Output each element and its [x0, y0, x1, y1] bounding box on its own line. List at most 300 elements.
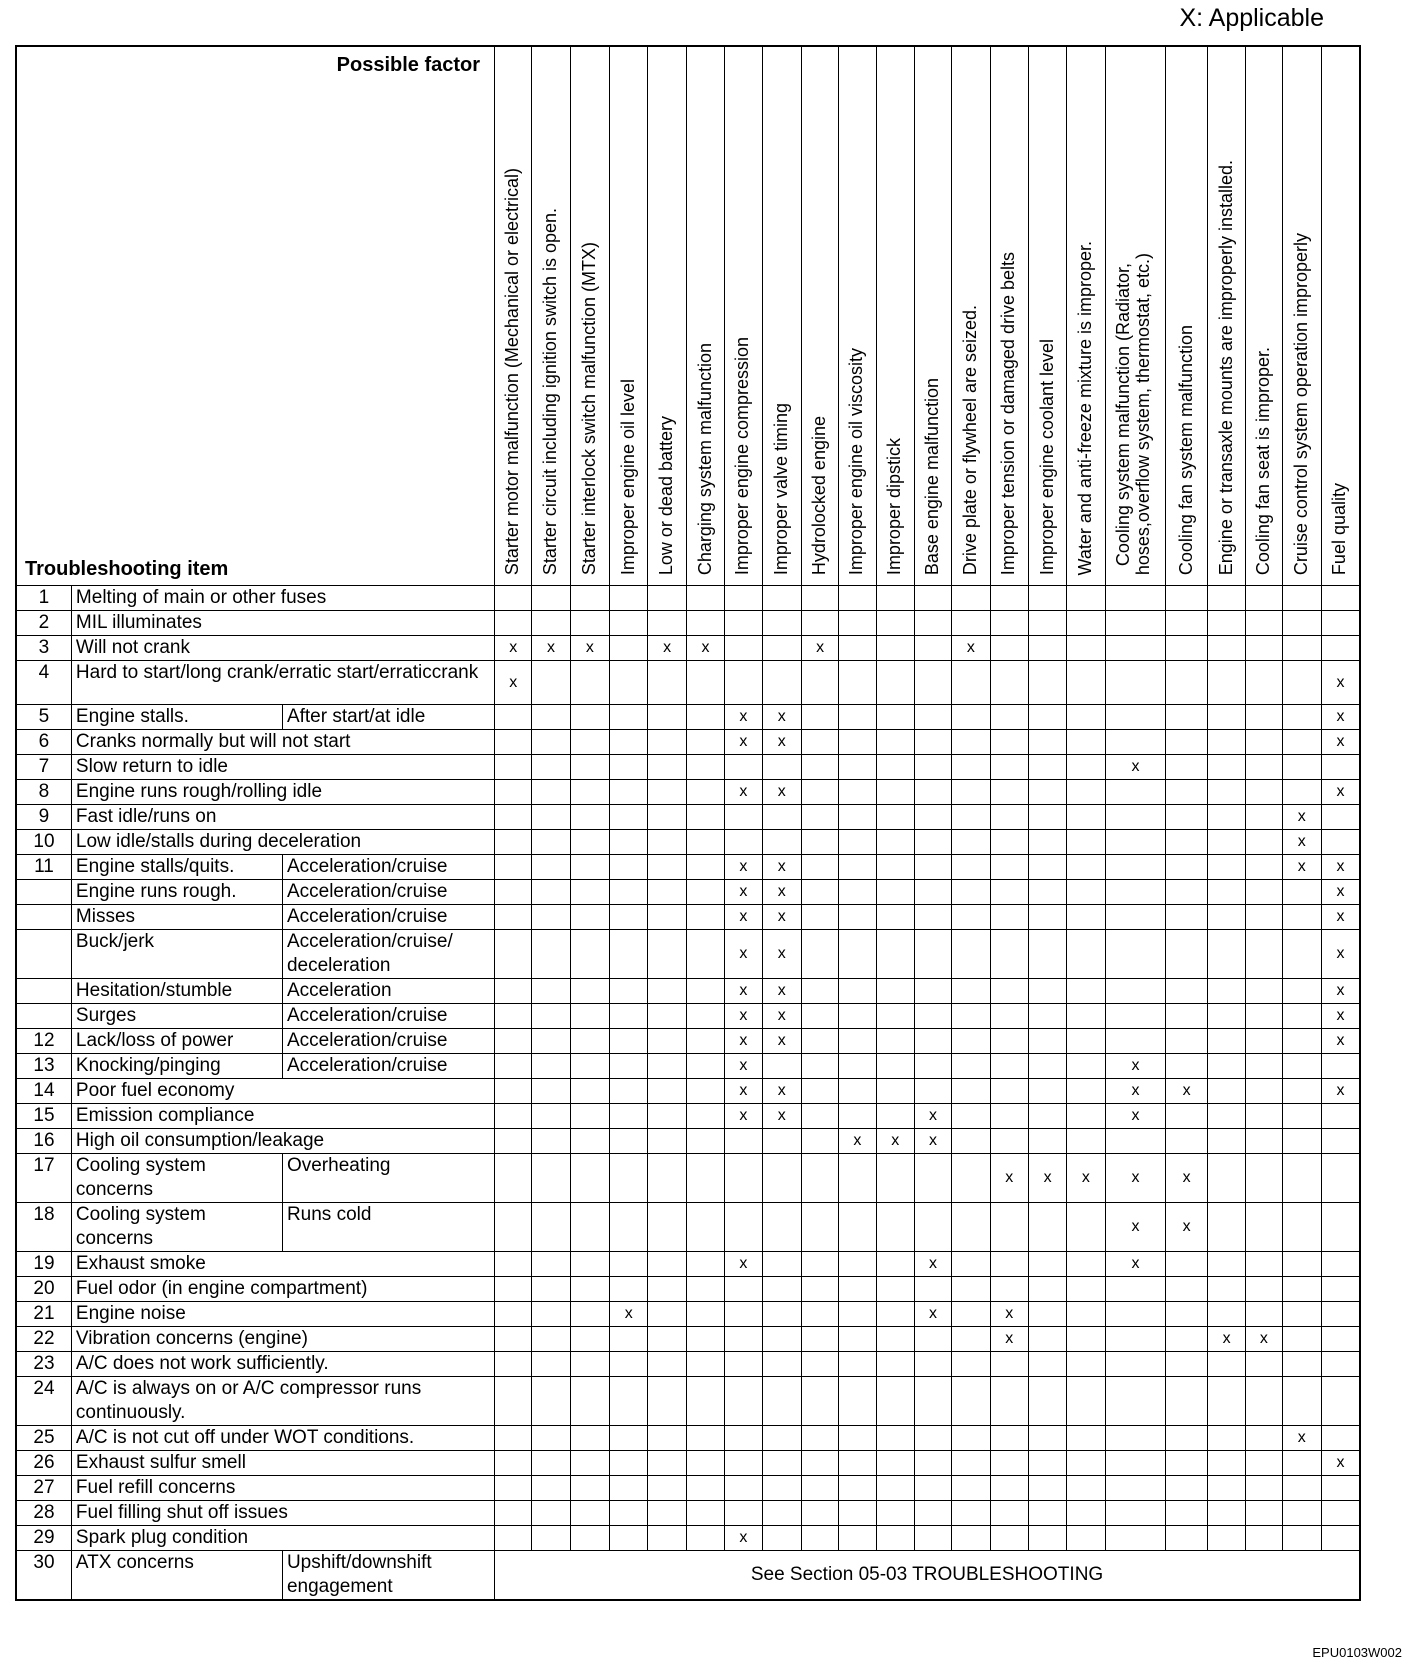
- matrix-cell: [952, 930, 990, 979]
- applicable-mark: x: [1166, 1079, 1208, 1104]
- factor-label: Starter motor malfunction (Mechanical or electrical): [502, 167, 523, 575]
- troubleshooting-item: Low idle/stalls during deceleration: [71, 830, 494, 855]
- matrix-cell: [801, 1451, 838, 1476]
- applicable-mark: x: [762, 730, 801, 755]
- matrix-cell: [1067, 1426, 1105, 1451]
- applicable-mark: x: [762, 979, 801, 1004]
- row-number: [16, 880, 71, 905]
- troubleshooting-item: Fuel odor (in engine compartment): [71, 1277, 494, 1302]
- matrix-cell: [495, 1129, 532, 1154]
- factor-header-10: [839, 46, 876, 586]
- row-number: 23: [16, 1352, 71, 1377]
- matrix-cell: [1028, 805, 1066, 830]
- matrix-cell: [648, 780, 686, 805]
- matrix-cell: [952, 705, 990, 730]
- matrix-cell: [495, 1029, 532, 1054]
- applicable-mark: x: [1105, 1104, 1166, 1129]
- condition: After start/at idle: [282, 705, 494, 730]
- matrix-cell: [686, 1104, 724, 1129]
- matrix-cell: [990, 780, 1028, 805]
- matrix-cell: [839, 805, 876, 830]
- matrix-cell: [839, 1029, 876, 1054]
- table-row: [16, 1203, 1360, 1252]
- applicable-mark: x: [762, 855, 801, 880]
- applicable-mark: x: [725, 979, 762, 1004]
- troubleshooting-item: ATX concerns: [71, 1551, 282, 1601]
- troubleshooting-item: A/C does not work sufficiently.: [71, 1352, 494, 1377]
- row-number: 11: [16, 855, 71, 880]
- matrix-cell: [1067, 905, 1105, 930]
- matrix-cell: [1246, 1004, 1282, 1029]
- matrix-cell: [914, 1154, 951, 1203]
- row-number: 20: [16, 1277, 71, 1302]
- matrix-cell: [876, 1526, 914, 1551]
- factor-header-13: [952, 46, 990, 586]
- factor-label: Water and anti-freeze mixture is improper.: [1074, 240, 1095, 575]
- matrix-cell: [570, 1029, 609, 1054]
- table-row: [16, 805, 1360, 830]
- matrix-cell: [1105, 1327, 1166, 1352]
- matrix-cell: [1246, 636, 1282, 661]
- matrix-cell: [952, 855, 990, 880]
- matrix-cell: [1028, 636, 1066, 661]
- matrix-cell: [532, 1451, 570, 1476]
- table-row: [16, 830, 1360, 855]
- matrix-cell: [570, 1054, 609, 1079]
- matrix-cell: [1207, 1104, 1245, 1129]
- factor-label: Starter circuit including ignition switch is open.: [540, 207, 561, 575]
- matrix-cell: [990, 636, 1028, 661]
- matrix-cell: [1105, 1501, 1166, 1526]
- matrix-cell: [1166, 880, 1208, 905]
- matrix-cell: [990, 1426, 1028, 1451]
- matrix-cell: [495, 705, 532, 730]
- row-number: 12: [16, 1029, 71, 1054]
- matrix-cell: [1321, 1302, 1360, 1327]
- matrix-cell: [532, 1501, 570, 1526]
- applicable-mark: x: [1321, 661, 1360, 705]
- matrix-cell: [801, 1203, 838, 1252]
- matrix-cell: [990, 905, 1028, 930]
- matrix-cell: [495, 1277, 532, 1302]
- matrix-cell: [876, 1277, 914, 1302]
- row-number: 16: [16, 1129, 71, 1154]
- matrix-cell: [914, 1451, 951, 1476]
- matrix-cell: [914, 1476, 951, 1501]
- matrix-cell: [532, 930, 570, 979]
- matrix-cell: [762, 1377, 801, 1426]
- table-row: [16, 1526, 1360, 1551]
- matrix-cell: [762, 1252, 801, 1277]
- factor-header-5: [648, 46, 686, 586]
- condition: Acceleration/cruise: [282, 880, 494, 905]
- matrix-cell: [1321, 1377, 1360, 1426]
- matrix-cell: [876, 1079, 914, 1104]
- matrix-cell: [532, 1203, 570, 1252]
- applicable-mark: x: [1246, 1327, 1282, 1352]
- matrix-cell: [914, 1377, 951, 1426]
- matrix-cell: [1207, 1154, 1245, 1203]
- matrix-cell: [1105, 1302, 1166, 1327]
- table-row: [16, 1079, 1360, 1104]
- matrix-cell: [1166, 1029, 1208, 1054]
- applicable-mark: x: [839, 1129, 876, 1154]
- matrix-cell: [990, 930, 1028, 979]
- troubleshooting-item: Emission compliance: [71, 1104, 494, 1129]
- matrix-cell: [952, 1426, 990, 1451]
- matrix-cell: [495, 1327, 532, 1352]
- applicable-mark: x: [990, 1327, 1028, 1352]
- troubleshooting-item: Knocking/pinging: [71, 1054, 282, 1079]
- matrix-cell: [532, 830, 570, 855]
- matrix-cell: [686, 730, 724, 755]
- matrix-cell: [610, 1154, 648, 1203]
- condition: Acceleration/cruise: [282, 1004, 494, 1029]
- matrix-cell: [532, 905, 570, 930]
- troubleshooting-item: Engine noise: [71, 1302, 494, 1327]
- row-number: 4: [16, 661, 71, 705]
- matrix-cell: [1282, 1104, 1321, 1129]
- matrix-cell: [495, 730, 532, 755]
- matrix-cell: [1321, 586, 1360, 611]
- matrix-cell: [876, 830, 914, 855]
- matrix-cell: [839, 1252, 876, 1277]
- condition: Acceleration/cruise: [282, 1029, 494, 1054]
- troubleshooting-item: Slow return to idle: [71, 755, 494, 780]
- matrix-cell: [686, 979, 724, 1004]
- matrix-cell: [610, 1426, 648, 1451]
- applicable-mark: x: [762, 1029, 801, 1054]
- matrix-cell: [1166, 1501, 1208, 1526]
- applicable-mark: x: [1067, 1154, 1105, 1203]
- troubleshooting-item: Hard to start/long crank/erratic start/erraticcrank: [71, 661, 494, 705]
- matrix-cell: [762, 1526, 801, 1551]
- matrix-cell: [952, 755, 990, 780]
- matrix-cell: [1067, 1327, 1105, 1352]
- applicable-mark: x: [495, 661, 532, 705]
- matrix-cell: [801, 1327, 838, 1352]
- matrix-cell: [1207, 979, 1245, 1004]
- matrix-cell: [495, 586, 532, 611]
- troubleshooting-item: Cranks normally but will not start: [71, 730, 494, 755]
- matrix-cell: [990, 1476, 1028, 1501]
- applicable-mark: x: [648, 636, 686, 661]
- matrix-cell: [610, 1476, 648, 1501]
- matrix-cell: [1028, 705, 1066, 730]
- matrix-cell: [990, 830, 1028, 855]
- factor-header-14: [990, 46, 1028, 586]
- matrix-cell: [990, 1377, 1028, 1426]
- matrix-cell: [686, 1154, 724, 1203]
- matrix-cell: [1166, 830, 1208, 855]
- troubleshooting-item: Lack/loss of power: [71, 1029, 282, 1054]
- matrix-cell: [686, 661, 724, 705]
- matrix-cell: [570, 805, 609, 830]
- matrix-cell: [686, 805, 724, 830]
- troubleshooting-item: Misses: [71, 905, 282, 930]
- matrix-cell: [762, 611, 801, 636]
- matrix-cell: [1246, 830, 1282, 855]
- matrix-cell: [610, 1352, 648, 1377]
- matrix-cell: [1282, 1352, 1321, 1377]
- matrix-cell: [1246, 1476, 1282, 1501]
- applicable-mark: x: [1321, 1004, 1360, 1029]
- factor-header-17: [1105, 46, 1166, 586]
- factor-label: Improper engine coolant level: [1036, 338, 1057, 575]
- matrix-cell: [610, 1327, 648, 1352]
- matrix-cell: [1246, 1451, 1282, 1476]
- matrix-cell: [532, 1526, 570, 1551]
- matrix-cell: [1282, 905, 1321, 930]
- matrix-cell: [532, 1277, 570, 1302]
- matrix-cell: [1105, 1476, 1166, 1501]
- matrix-cell: [914, 661, 951, 705]
- matrix-cell: [495, 1302, 532, 1327]
- matrix-cell: [686, 855, 724, 880]
- table-row: [16, 1302, 1360, 1327]
- matrix-cell: [990, 705, 1028, 730]
- matrix-cell: [876, 979, 914, 1004]
- matrix-cell: [914, 780, 951, 805]
- matrix-cell: [610, 730, 648, 755]
- factor-label: Improper engine compression: [732, 336, 753, 575]
- matrix-cell: [1067, 1501, 1105, 1526]
- matrix-cell: [1166, 805, 1208, 830]
- matrix-cell: [839, 830, 876, 855]
- matrix-cell: [801, 1302, 838, 1327]
- matrix-cell: [1207, 1054, 1245, 1079]
- matrix-cell: [914, 1501, 951, 1526]
- factor-label: Fuel quality: [1329, 482, 1350, 575]
- matrix-cell: [725, 830, 762, 855]
- table-row: [16, 1426, 1360, 1451]
- matrix-cell: [952, 1302, 990, 1327]
- applicable-mark: x: [1321, 705, 1360, 730]
- possible-factor-label: Possible factor: [336, 54, 481, 76]
- matrix-cell: [876, 586, 914, 611]
- table-row: [16, 1551, 1360, 1601]
- matrix-cell: [1207, 705, 1245, 730]
- matrix-cell: [1282, 1079, 1321, 1104]
- matrix-cell: [876, 1501, 914, 1526]
- matrix-cell: [1067, 1004, 1105, 1029]
- factor-label: Starter interlock switch malfunction (MTX): [578, 241, 599, 575]
- matrix-cell: [648, 1501, 686, 1526]
- matrix-cell: [990, 1252, 1028, 1277]
- matrix-cell: [876, 1426, 914, 1451]
- matrix-cell: [725, 586, 762, 611]
- matrix-cell: [990, 1203, 1028, 1252]
- matrix-cell: [610, 979, 648, 1004]
- matrix-cell: [1105, 661, 1166, 705]
- matrix-cell: [839, 586, 876, 611]
- matrix-cell: [570, 755, 609, 780]
- matrix-cell: [1067, 1377, 1105, 1426]
- troubleshooting-matrix: [15, 45, 1361, 1601]
- matrix-cell: [1166, 636, 1208, 661]
- matrix-cell: [839, 1302, 876, 1327]
- table-row: [16, 880, 1360, 905]
- matrix-cell: [876, 880, 914, 905]
- factor-label: Low or dead battery: [656, 415, 677, 575]
- matrix-cell: [725, 1203, 762, 1252]
- matrix-cell: [1028, 1129, 1066, 1154]
- matrix-cell: [1028, 611, 1066, 636]
- matrix-cell: [990, 1129, 1028, 1154]
- matrix-cell: [1207, 1501, 1245, 1526]
- matrix-cell: [686, 1029, 724, 1054]
- matrix-cell: [686, 1526, 724, 1551]
- table-row: [16, 780, 1360, 805]
- matrix-cell: [990, 1004, 1028, 1029]
- matrix-cell: [1105, 1129, 1166, 1154]
- applicable-mark: x: [1105, 1054, 1166, 1079]
- matrix-cell: [725, 755, 762, 780]
- matrix-cell: [876, 780, 914, 805]
- matrix-cell: [1282, 1526, 1321, 1551]
- matrix-cell: [1207, 1426, 1245, 1451]
- matrix-cell: [839, 730, 876, 755]
- matrix-cell: [532, 1154, 570, 1203]
- matrix-cell: [1028, 1302, 1066, 1327]
- matrix-cell: [1207, 1252, 1245, 1277]
- matrix-cell: [532, 730, 570, 755]
- matrix-cell: [1028, 1526, 1066, 1551]
- factor-header-15: [1028, 46, 1066, 586]
- row-number: 7: [16, 755, 71, 780]
- matrix-cell: [1028, 586, 1066, 611]
- matrix-cell: [532, 1302, 570, 1327]
- matrix-cell: [1105, 730, 1166, 755]
- row-number: 27: [16, 1476, 71, 1501]
- matrix-cell: [1321, 1352, 1360, 1377]
- matrix-cell: [914, 755, 951, 780]
- matrix-cell: [762, 1352, 801, 1377]
- matrix-cell: [1282, 1252, 1321, 1277]
- matrix-cell: [1067, 1029, 1105, 1054]
- matrix-cell: [1067, 611, 1105, 636]
- factor-matrix-table: [15, 45, 1361, 1601]
- matrix-cell: [1166, 1302, 1208, 1327]
- applicable-mark: x: [1105, 1203, 1166, 1252]
- condition: Acceleration/cruise/ deceleration: [282, 930, 494, 979]
- matrix-cell: [495, 1501, 532, 1526]
- matrix-cell: [495, 1054, 532, 1079]
- matrix-cell: [952, 1451, 990, 1476]
- matrix-cell: [648, 661, 686, 705]
- matrix-cell: [532, 880, 570, 905]
- matrix-cell: [952, 586, 990, 611]
- matrix-cell: [532, 705, 570, 730]
- applicable-mark: x: [532, 636, 570, 661]
- matrix-cell: [648, 1476, 686, 1501]
- matrix-cell: [914, 1426, 951, 1451]
- matrix-cell: [876, 1302, 914, 1327]
- matrix-cell: [952, 1004, 990, 1029]
- matrix-cell: [1321, 636, 1360, 661]
- table-row: [16, 730, 1360, 755]
- table-row: [16, 636, 1360, 661]
- row-number: 29: [16, 1526, 71, 1551]
- matrix-cell: [1321, 1252, 1360, 1277]
- matrix-cell: [914, 1352, 951, 1377]
- matrix-cell: [648, 1129, 686, 1154]
- matrix-cell: [570, 1426, 609, 1451]
- matrix-cell: [1067, 1104, 1105, 1129]
- matrix-cell: [1028, 1277, 1066, 1302]
- matrix-cell: [1246, 1029, 1282, 1054]
- matrix-cell: [1282, 1377, 1321, 1426]
- matrix-cell: [610, 1377, 648, 1426]
- factor-label: Improper engine oil viscosity: [846, 347, 867, 575]
- matrix-cell: [1282, 1327, 1321, 1352]
- condition: Acceleration/cruise: [282, 1054, 494, 1079]
- matrix-cell: [762, 1203, 801, 1252]
- factor-label: Engine or transaxle mounts are improperly installed.: [1215, 159, 1236, 575]
- matrix-cell: [610, 586, 648, 611]
- table-row: [16, 905, 1360, 930]
- matrix-cell: [1207, 780, 1245, 805]
- matrix-cell: [1067, 705, 1105, 730]
- applicable-mark: x: [1321, 930, 1360, 979]
- matrix-cell: [952, 1352, 990, 1377]
- matrix-cell: [876, 1004, 914, 1029]
- applicable-mark: x: [1321, 979, 1360, 1004]
- condition: Upshift/downshift engagement: [282, 1551, 494, 1601]
- matrix-cell: [1246, 1526, 1282, 1551]
- matrix-cell: [801, 1377, 838, 1426]
- matrix-cell: [1282, 705, 1321, 730]
- matrix-cell: [495, 979, 532, 1004]
- matrix-cell: [1207, 755, 1245, 780]
- matrix-cell: [839, 1104, 876, 1129]
- matrix-cell: [1207, 636, 1245, 661]
- matrix-cell: [1166, 1526, 1208, 1551]
- matrix-cell: [762, 586, 801, 611]
- matrix-cell: [801, 1526, 838, 1551]
- matrix-cell: [532, 780, 570, 805]
- matrix-cell: [914, 905, 951, 930]
- matrix-cell: [1067, 1451, 1105, 1476]
- matrix-cell: [876, 905, 914, 930]
- matrix-cell: [914, 855, 951, 880]
- matrix-cell: [1067, 1277, 1105, 1302]
- troubleshooting-item: Fuel refill concerns: [71, 1476, 494, 1501]
- applicable-mark: x: [610, 1302, 648, 1327]
- applicable-mark: x: [725, 855, 762, 880]
- matrix-cell: [762, 755, 801, 780]
- matrix-cell: [990, 855, 1028, 880]
- matrix-cell: [839, 636, 876, 661]
- matrix-cell: [839, 1501, 876, 1526]
- matrix-cell: [648, 1426, 686, 1451]
- matrix-cell: [839, 611, 876, 636]
- matrix-cell: [570, 1277, 609, 1302]
- matrix-cell: [839, 1277, 876, 1302]
- factor-header-16: [1067, 46, 1105, 586]
- row-number: 1: [16, 586, 71, 611]
- matrix-cell: [876, 1327, 914, 1352]
- applicable-mark: x: [1105, 1154, 1166, 1203]
- matrix-cell: [952, 1476, 990, 1501]
- matrix-cell: [876, 1252, 914, 1277]
- matrix-cell: [914, 880, 951, 905]
- matrix-cell: [1246, 1252, 1282, 1277]
- matrix-cell: [952, 1079, 990, 1104]
- factor-header-6: [686, 46, 724, 586]
- matrix-cell: [876, 661, 914, 705]
- row-number: [16, 930, 71, 979]
